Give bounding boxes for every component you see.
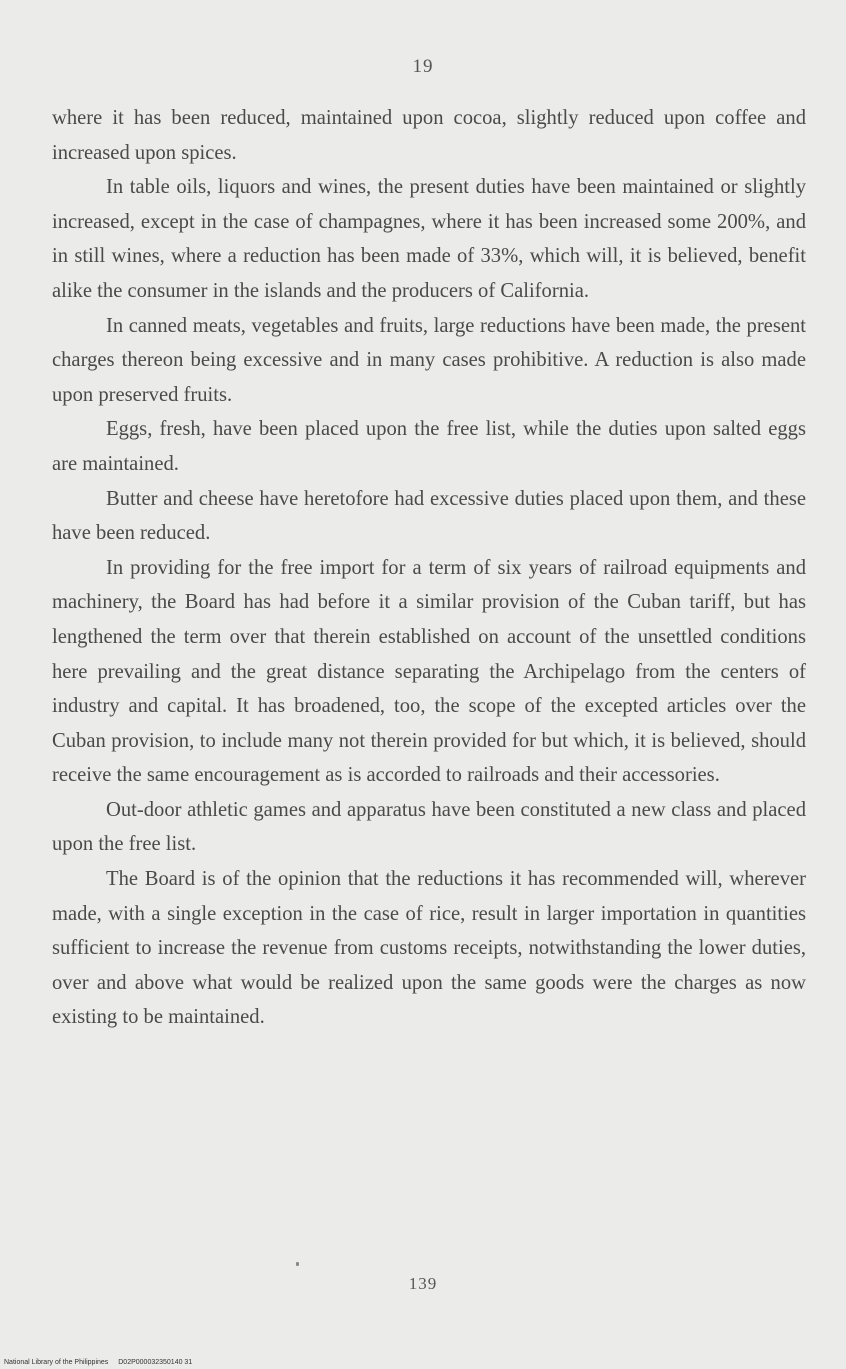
paragraph-spices: where it has been reduced, maintained upon cocoa, slightly reduced upon coffee and increased upon spices. [52,107,806,164]
scan-code: D02P000032350140 31 [118,1359,193,1366]
paragraph-butter-cheese: Butter and cheese have heretofore had excessive duties placed upon them, and these have been reduced. [52,487,806,545]
paragraph-railroad-equipment: In providing for the free import for a term of six years of railroad equipments and machinery, the Board has had before it a similar provision of the Cuban tariff, but has lengthened the term over that therein established on account of the unsettled conditions here prevailing and the great distance separating the Archipelago from the centers of industry and capital. It has broadened, too, the scope of the excepted articles over the Cuban provision, to include many not therein provided for but which, it is believed, should receive the same encouragement as is accorded to railroads and their accessories. [52,556,806,787]
paragraph-eggs: Eggs, fresh, have been placed upon the free list, while the duties upon salted eggs are maintained. [52,418,806,475]
library-name: National Library of the Philippines [4,1359,109,1366]
paragraph-board-opinion: The Board is of the opinion that the reductions it has recommended will, wherever made, with a single exception in the case of rice, result in larger importation in quantities sufficient to increase the revenue from customs receipts, notwithstanding the lower duties, over and above what would be realized upon the same goods were the charges as now existing to be maintained. [52,868,806,1029]
ink-speck [296,1262,299,1266]
page-number-top: 19 [412,56,434,77]
paragraph-oils-liquors-wines: In table oils, liquors and wines, the present duties have been maintained or slightly increased, except in the case of champagnes, where it has been increased some 200%, and in still wines, where a reduction has been made of 33%, which will, it is believed, benefit alike the consumer in the islands and the producers of California. [52,176,806,302]
scan-credit [4,1359,192,1366]
page-number-bottom: 139 [408,1274,438,1293]
body-text [52,101,806,1035]
paragraph-canned-goods: In canned meats, vegetables and fruits, large reductions have been made, the present charges thereon being excessive and in many cases prohibitive. A reduction is also made upon preserved fruits. [52,314,806,406]
paragraph-athletic-games: Out-door athletic games and apparatus have been constituted a new class and placed upon the free list. [52,798,806,856]
